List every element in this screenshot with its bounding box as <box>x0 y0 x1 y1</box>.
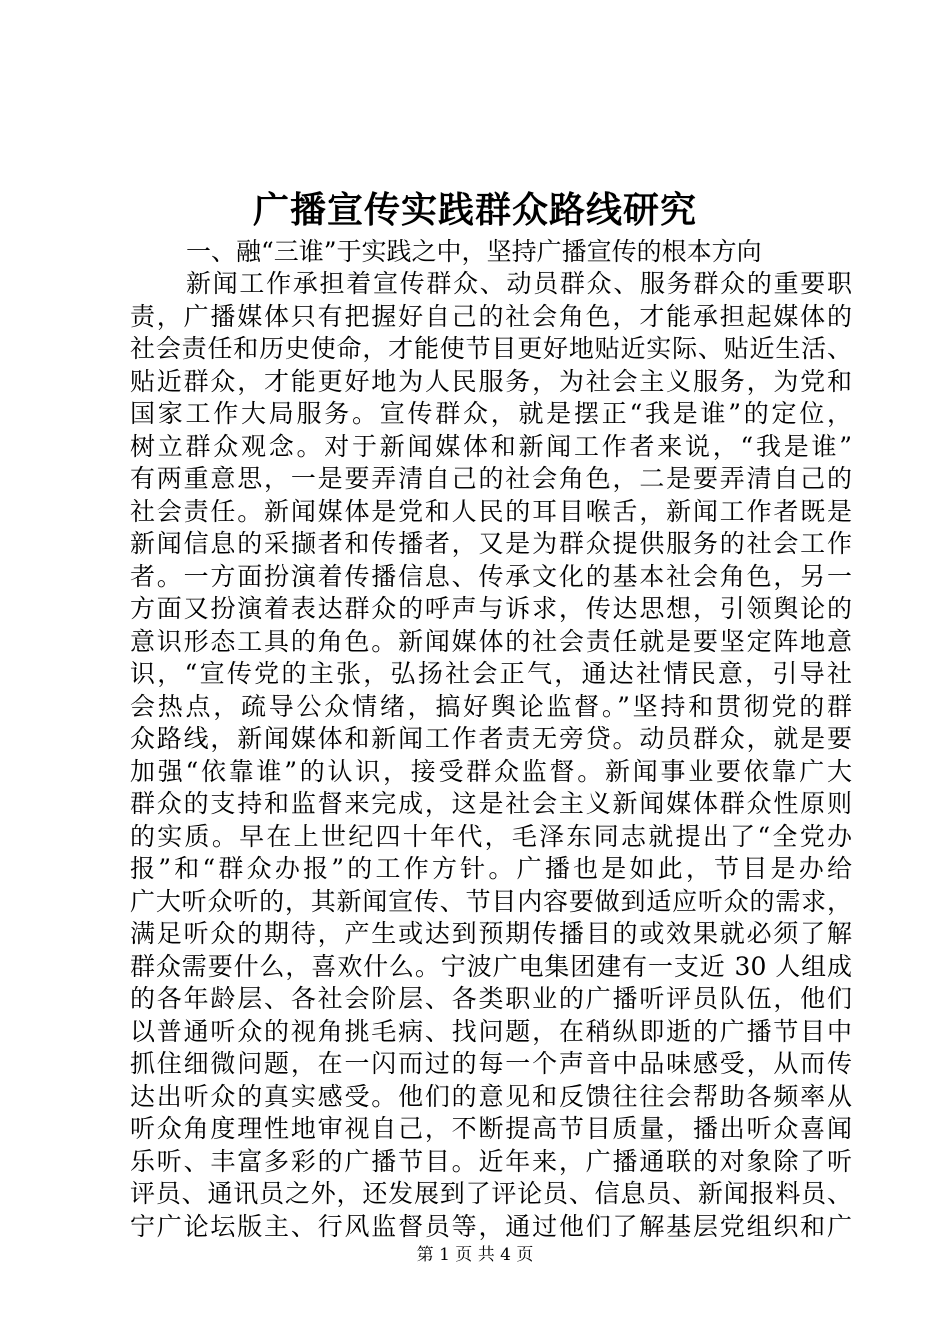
body-line: 群众的支持和监督来完成，这是社会主义新闻媒体群众性原则 <box>130 789 852 818</box>
body-line: 以普通听众的视角挑毛病、找问题，在稍纵即逝的广播节目中 <box>130 1016 852 1046</box>
body-line: 报”和“群众办报”的工作方针。广播也是如此，节目是办给 <box>130 854 852 883</box>
body-line: 国家工作大局服务。宣传群众，就是摆正“我是谁”的定位， <box>130 399 852 428</box>
body-line: 新闻信息的采撷者和传播者，又是为群众提供服务的社会工作 <box>130 529 852 558</box>
body-line: 乐听、丰富多彩的广播节目。近年来，广播通联的对象除了听 <box>130 1146 852 1176</box>
body-line: 听众角度理性地审视自己，不断提高节目质量，播出听众喜闻 <box>130 1114 852 1143</box>
body-line: 群众需要什么，喜欢什么。宁波广电集团建有一支近 30 人组成 <box>130 951 852 981</box>
body-line: 识，“宣传党的主张，弘扬社会正气，通达社情民意，引导社 <box>130 659 852 688</box>
body-paragraph <box>130 268 852 1243</box>
body-line: 方面又扮演着表达群众的呼声与诉求，传达思想，引领舆论的 <box>130 594 852 623</box>
body-line: 社会责任和历史使命，才能使节目更好地贴近实际、贴近生活、 <box>130 334 852 363</box>
body-line: 有两重意思，一是要弄清自己的社会角色，二是要弄清自己的 <box>130 464 852 493</box>
body-line: 广大听众听的，其新闻宣传、节目内容要做到适应听众的需求， <box>130 886 852 916</box>
body-line: 宁广论坛版主、行风监督员等，通过他们了解基层党组织和广 <box>130 1211 852 1241</box>
body-line: 责，广播媒体只有把握好自己的社会角色，才能承担起媒体的 <box>130 301 852 331</box>
body-line: 抓住细微问题，在一闪而过的每一个声音中品味感受，从而传 <box>130 1049 852 1078</box>
body-line: 者。一方面扮演着传播信息、传承文化的基本社会角色，另一 <box>130 561 852 591</box>
section-heading: 一、融“三谁”于实践之中，坚持广播宣传的根本方向 <box>186 237 762 266</box>
body-line: 达出听众的真实感受。他们的意见和反馈往往会帮助各频率从 <box>130 1081 852 1111</box>
body-line: 的实质。早在上世纪四十年代，毛泽东同志就提出了“全党办 <box>130 821 852 851</box>
body-line: 加强“依靠谁”的认识，接受群众监督。新闻事业要依靠广大 <box>130 756 852 786</box>
body-line: 社会责任。新闻媒体是党和人民的耳目喉舌，新闻工作者既是 <box>130 496 852 526</box>
body-line: 众路线，新闻媒体和新闻工作者责无旁贷。动员群众，就是要 <box>130 724 852 753</box>
body-line: 会热点，疏导公众情绪，搞好舆论监督。”坚持和贯彻党的群 <box>130 691 852 721</box>
body-line: 意识形态工具的角色。新闻媒体的社会责任就是要坚定阵地意 <box>130 626 852 656</box>
body-line: 树立群众观念。对于新闻媒体和新闻工作者来说，“我是谁” <box>130 431 852 461</box>
document-title: 广播宣传实践群众路线研究 <box>252 189 697 231</box>
body-line: 的各年龄层、各社会阶层、各类职业的广播听评员队伍，他们 <box>130 984 852 1013</box>
body-line: 新闻工作承担着宣传群众、动员群众、服务群众的重要职 <box>186 269 852 298</box>
page-indicator: 第 1 页 共 4 页 <box>416 1245 534 1265</box>
body-line: 评员、通讯员之外，还发展到了评论员、信息员、新闻报料员、 <box>130 1179 852 1208</box>
body-line: 满足听众的期待，产生或达到预期传播目的或效果就必须了解 <box>130 919 852 948</box>
body-line: 贴近群众，才能更好地为人民服务，为社会主义服务，为党和 <box>130 366 852 396</box>
